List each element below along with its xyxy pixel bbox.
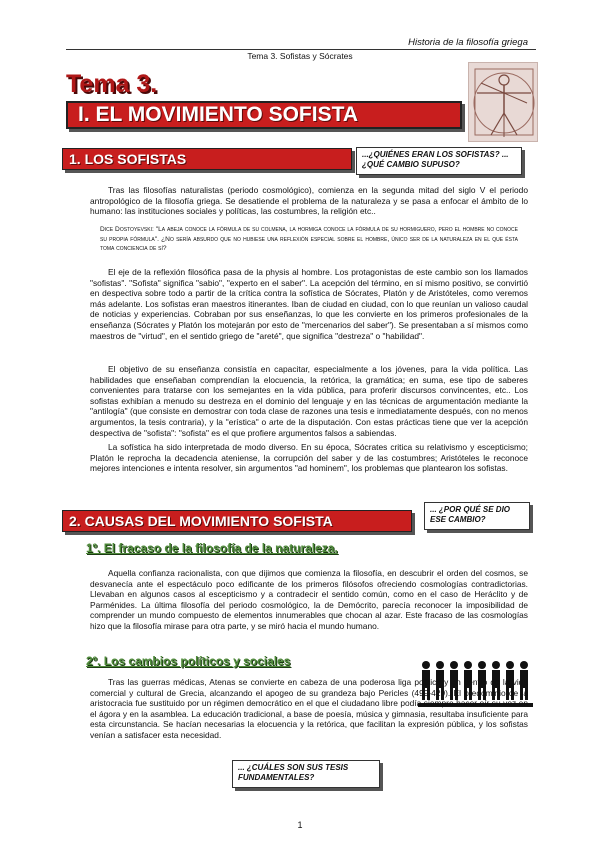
- main-title: I. EL MOVIMIENTO SOFISTA: [78, 103, 359, 126]
- question-callout: ... ¿CUÁLES SON SUS TESIS FUNDAMENTALES?: [232, 760, 380, 788]
- quotation: Dice Dostoyevski: "La abeja conoce la fórmula de su colmena, la hormiga conoce la fórmula de su hormiguero, pero el hombre no conoce su propia fórmula". ¿No sería absurdo que no hubiese una reflexión especial sobre el hombre, único ser de la naturaleza en el que ésta toma conciencia de sí?: [100, 226, 518, 252]
- section-heading-box: [62, 148, 352, 170]
- paragraph: El objetivo de su enseñanza consistía en capacitar, especialmente a los jóvenes, para la vida política. Las habilidades que enseñaban comprendían la elocuencia, la retórica, la gramática; en suma, ese tipo de saberes convenientes para tratarse con los semejantes en la vida pública, para proferir discursos convincentes, etc.. Los sofistas exhibían a menudo su destreza en el dominio del lenguaje y en las técnicas de argumentación mediante la "antilogía" (que consiste en demostrar con toda clase de razones una tesis e inmediatamente después, con no menos argumentos, la tesis contraria), y la "erística" o arte de la disputación. Con estas prácticas tiene que ver la acepción despectiva de "sofista": "sofista" es el que profiere argumentos falsos a sabiendas.: [90, 364, 528, 438]
- chapter-number: Tema 3.: [66, 70, 158, 98]
- paragraph: El eje de la reflexión filosófica pasa de la physis al hombre. Los protagonistas de este cambio son los llamados "sofistas". "Sofista" significa "sabio", "experto en el saber". La acepción del término, en sí mismo positivo, se convirtió en despectiva sobre todo a partir de la crítica contra la sofística de Sócrates, Platón y de Aristóteles, como veremos más adelante. Los sofistas eran maestros itinerantes. Iban de ciudad en ciudad, con lo que reunían un valioso caudal de noticias y experiencias. Cobraban por sus enseñanzas, lo que les convierte en los primeros profesionales de la enseñanza (Sócrates y Platón los motejarán por esto de "mercenarios del saber"). Se presentaban a sí mismos como maestros de "virtud", en el sentido griego de "areté", que significa "destreza" o "habilidad".: [90, 267, 528, 341]
- subheading: 1º. El fracaso de la filosofía de la naturaleza.: [86, 541, 338, 555]
- subheading: 2º. Los cambios políticos y sociales: [86, 654, 291, 668]
- section-heading: 2. CAUSAS DEL MOVIMIENTO SOFISTA: [69, 513, 333, 529]
- paragraph: [90, 677, 528, 741]
- running-header-chapter: Tema 3. Sofistas y Sócrates: [247, 51, 353, 61]
- question-callout: ... ¿POR QUÉ SE DIO ESE CAMBIO?: [424, 502, 530, 530]
- vitruvian-man-icon: [468, 62, 538, 142]
- section-heading: 1. LOS SOFISTAS: [69, 151, 187, 167]
- question-callout: ...¿QUIÉNES ERAN LOS SOFISTAS? ...¿QUÉ CAMBIO SUPUSO?: [356, 147, 522, 175]
- section-heading-box: [62, 510, 412, 532]
- paragraph-text: Tras las guerras médicas, Atenas se convierte en cabeza de una poderosa liga política y en centro de la vida comercial y cultural de Grecia, alcanzando el apogeo de su grandeza bajo Pericles (499-429). El predominio de la aristocracia fue sustituido por un régimen democrático en el que el ciudadano libre podía siempre hacer oír su voz en el ágora y en la asamblea. La educación tradicional, a base de poesía, música y gimnasia, resultaba insuficiente para esta circunstancia. Se hacían necesarias la elocuencia y la retórica, que facilitan la expresión pública, y los sofistas venían a satisfacer esta necesidad.: [90, 677, 528, 740]
- paragraph: La sofística ha sido interpretada de modo diverso. En su época, Sócrates critica su relativismo y escepticismo; Platón le reprocha la decadencia ateniense, la corrupción del saber y de las costumbres; Aristóteles le reconoce mejores intenciones e intenta resolver, sin argumentos "ad hominem", los problemas que plantearon los sofistas.: [90, 442, 528, 474]
- paragraph: Tras las filosofías naturalistas (periodo cosmológico), comienza en la segunda mitad del siglo V el periodo antropológico de la filosofía griega. Se desatiende el problema de la naturaleza y se pasa a enfocar el ámbito de lo humano: las instituciones sociales y políticas, las costumbres, la religión etc..: [90, 185, 528, 217]
- paragraph: Aquella confianza racionalista, con que dijimos que comienza la filosofía, en descubrir el orden del cosmos, se desvanecía ante el espectáculo poco edificante de los primeros filósofos ofreciendo cosmologías contradictorias. Llevaban en algunos casos al escepticismo y a contradecir el sentido común, como en el caso de Heráclito y de Parménides. La última filosofía del periodo cosmológico, la de Demócrito, parecía reconocer la imposibilidad de comprender un mundo compuesto de elementos innumerables que chocan al azar. Este fracaso de las cosmologías hizo que la filosofía mirase para otra parte, y se miró hacia el mundo humano.: [90, 568, 528, 631]
- main-title-box: [66, 101, 462, 129]
- page-number: 1: [297, 820, 303, 830]
- header-rule: [66, 49, 536, 50]
- running-header-title: Historia de la filosofía griega: [408, 37, 528, 48]
